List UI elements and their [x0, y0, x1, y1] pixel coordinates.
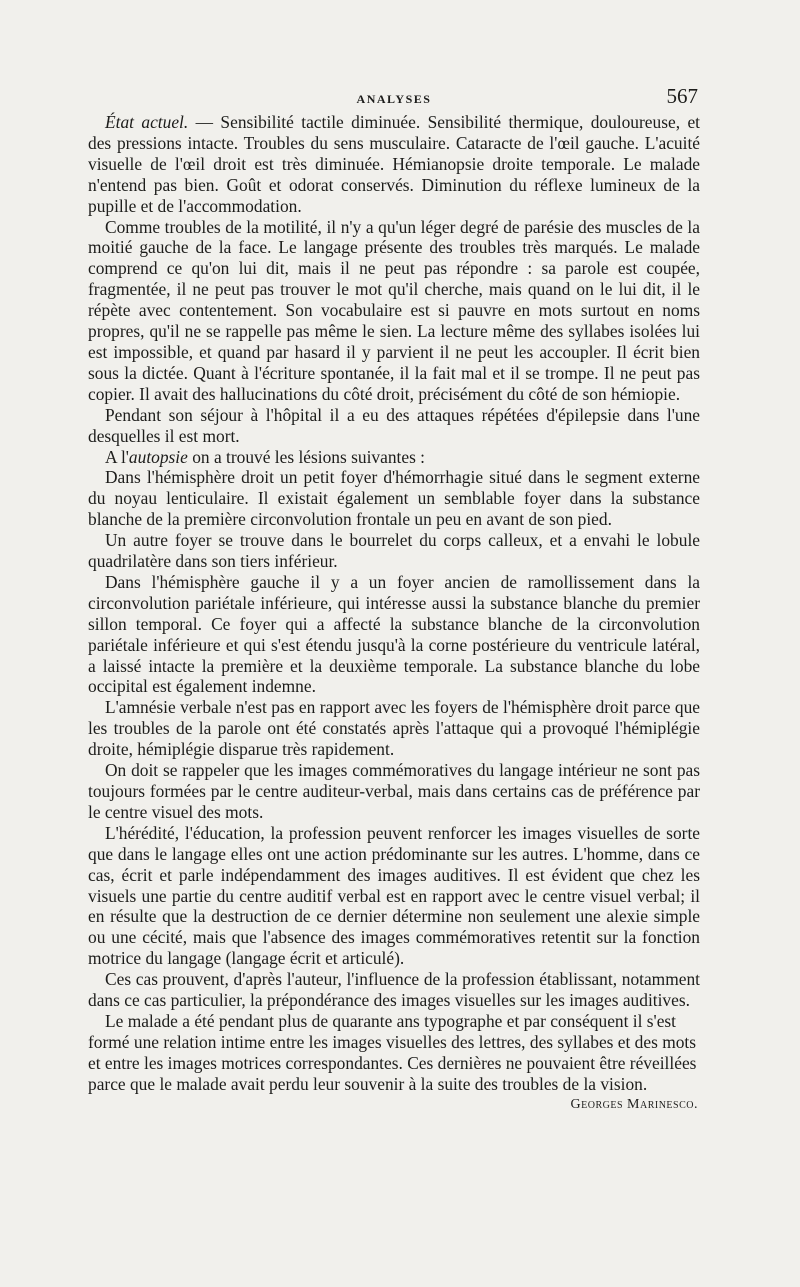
- page-header: [88, 80, 700, 112]
- paragraph-amnesie-verbale: L'amnésie verbale n'est pas en rapport avec les foyers de l'hémisphère droit parce que les troubles de la parole ont été constatés après l'attaque qui a provoqué l'hémiplégie droite, hémiplégie disparue très rapidement.: [88, 697, 700, 760]
- article-body: [88, 112, 700, 1112]
- paragraph-profession: Ces cas prouvent, d'après l'auteur, l'influence de la profession établissant, notamment dans ce cas particulier, la prépondérance des images visuelles sur les images auditives.: [88, 969, 700, 1011]
- paragraph-etat-actuel: [88, 112, 700, 217]
- paragraph-hemisphere-droit: Dans l'hémisphère droit un petit foyer d'hémorrhagie situé dans le segment externe du noyau lenticulaire. Il existait également un semblable foyer dans la substance blanche de la première circonvolution frontale un peu en avant de son pied.: [88, 467, 700, 530]
- running-head: ANALYSES: [356, 92, 432, 106]
- paragraph-hopital: Pendant son séjour à l'hôpital il a eu des attaques répétées d'épilepsie dans l'une desquelles il est mort.: [88, 404, 700, 446]
- paragraph-heredite: L'hérédité, l'éducation, la profession peuvent renforcer les images visuelles de sorte que dans le langage elles ont une action prédominante sur les autres. L'homme, dans ce cas, écrit et parle indépendamment des images auditives. Il est évident que chez les visuels une partie du centre auditif verbal est en rapport avec le centre visuel verbal; il en résulte que la destruction de ce dernier détermine non seulement une alexie simple ou une cécité, mais que l'absence des images commémoratives retentit sur la fonction motrice du langage (langage écrit et articulé).: [88, 822, 700, 969]
- paragraph-autre-foyer: Un autre foyer se trouve dans le bourrelet du corps calleux, et a envahi le lobule quadrilatère dans son tiers inférieur.: [88, 530, 700, 572]
- paragraph-text: — Sensibilité tactile diminuée. Sensibilité thermique, douloureuse, et des pressions intacte. Troubles du sens musculaire. Cataracte de l'œil gauche. L'acuité visuelle de l'œil droit est très diminuée. Hémianopsie droite temporale. Le malade n'entend pas bien. Goût et odorat conservés. Diminution du réflexe lumineux de la pupille et de l'accommodation.: [88, 112, 700, 216]
- paragraph-typographe: [88, 1010, 700, 1112]
- paragraph-pre: A l': [105, 446, 129, 467]
- paragraph-lead: État actuel.: [105, 112, 189, 132]
- paragraph-hemisphere-gauche: Dans l'hémisphère gauche il y a un foyer ancien de ramollissement dans la circonvolution pariétale inférieure, qui intéresse aussi la substance blanche du premier sillon temporal. Ce foyer qui a affecté la substance blanche de la circonvolution pariétale inférieure et qui s'est étendu jusqu'à la corne postérieure du ventricule latéral, a laissé intacte la première et la deuxième temporale. La substance blanche du lobe occipital est également indemne.: [88, 571, 700, 697]
- page: [88, 80, 700, 1116]
- paragraph-text: Le malade a été pendant plus de quarante ans typographe et par conséquent il s'est formé une relation intime entre les images visuelles des lettres, des syllabes et des mots et entre les images motrices correspondantes. Ces dernières ne pouvaient être réveillées parce que le malade avait perdu leur souvenir à la suite des troubles de la vision.: [88, 1010, 697, 1094]
- author-signature: Georges Marinesco.: [570, 1096, 698, 1112]
- paragraph-autopsie: [88, 447, 700, 468]
- paragraph-emphasis: autopsie: [128, 446, 188, 467]
- paragraph-motilite: Comme troubles de la motilité, il n'y a qu'un léger degré de parésie des muscles de la moitié gauche de la face. Le langage présente des troubles très marqués. Le malade comprend ce qu'on lui dit, mais il ne peut pas répondre : sa parole est coupée, fragmentée, il ne peut pas trouver le mot qu'il cherche, mais quand on le lui dit, il le répète avec contentement. Son vocabulaire est si pauvre en mots surtout en noms propres, qu'il ne se rappelle pas même le sien. La lecture même des syllabes isolées lui est impossible, et quand par hasard il y parvient il ne peut les accoupler. Il écrit bien sous la dictée. Quant à l'écriture spontanée, il la fait mal et il se trompe. Il ne peut pas copier. Il avait des hallucinations du côté droit, précisément du côté de son hémiopie.: [88, 216, 700, 404]
- page-number: 567: [666, 84, 698, 108]
- paragraph-images-commemoratives: On doit se rappeler que les images commémoratives du langage intérieur ne sont pas toujours formées par le centre auditeur-verbal, mais dans certains cas de préférence par le centre visuel des mots.: [88, 760, 700, 822]
- paragraph-text: on a trouvé les lésions suivantes :: [187, 446, 426, 467]
